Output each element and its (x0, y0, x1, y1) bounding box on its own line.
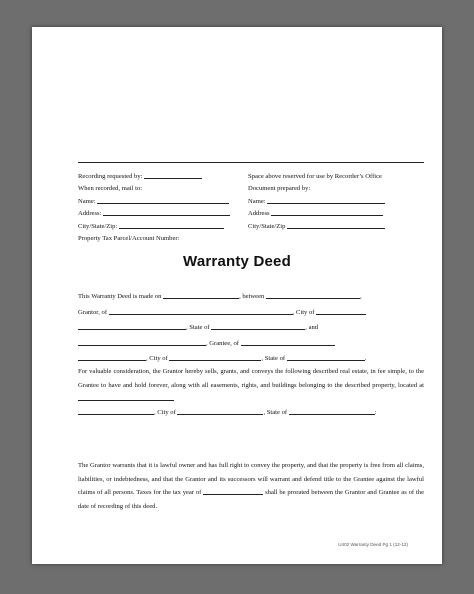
grantor-state-field[interactable] (211, 322, 305, 330)
recording-info-left (78, 171, 240, 245)
grantee-row (78, 336, 424, 352)
and-text: , and (305, 324, 319, 332)
property-city-field[interactable] (177, 407, 263, 415)
warranty-paragraph (78, 459, 424, 513)
line1-comma: , (359, 293, 362, 300)
grantor-address-field[interactable] (109, 307, 293, 315)
grantee-state-label: , State of (261, 355, 286, 363)
consideration-paragraph (78, 365, 424, 419)
reserved-note: Space above reserved for use by Recorder’s Office (248, 173, 382, 180)
reserved-note-row (248, 171, 424, 183)
grantee-period: . (364, 355, 367, 363)
prep-address-row (248, 208, 424, 220)
prep-city-row (248, 221, 424, 233)
form-footer: U402 Warranty Deed Pg 1 (12-12) (338, 542, 408, 547)
prepared-by-row (248, 183, 424, 195)
recording-info-right (248, 171, 424, 233)
mail-to-row (78, 183, 240, 195)
warranty-text: The Grantor warrants that it is lawful owner and has full right to convey the property, and that the property is free from all claims, liabilities, or indebtedness, and that the Grantor and its successors will warrant and defend title to the Grantee against the lawful claims of all persons. Taxes for the tax year of (78, 462, 424, 497)
property-state-field[interactable] (289, 407, 375, 415)
mail-name-row (78, 196, 240, 208)
between-text: , between (239, 293, 265, 300)
grantee-address-field[interactable] (241, 338, 335, 346)
consideration-text: For valuable consideration, the Grantor hereby sells, grants, and conveys the following described real estate, in fee simple, to the Grantee to have and hold forever, along with all easements, rights, and buildings belonging to the described property, located at (78, 368, 424, 389)
mail-to-label: When recorded, mail to: (78, 185, 143, 193)
grantee-name-field[interactable] (78, 338, 206, 346)
prep-city-field[interactable] (287, 221, 385, 229)
document-title: Warranty Deed (183, 253, 291, 270)
recording-requested-label: Recording requested by: (78, 173, 143, 180)
grantee-city-field[interactable] (169, 353, 261, 361)
property-colon: : (374, 408, 377, 416)
grantee-state-field[interactable] (287, 353, 365, 361)
parcel-row (78, 233, 240, 245)
grantee-of-label: , Grantee, of (206, 339, 239, 347)
prep-city-label: City/State/Zip (248, 222, 286, 230)
document-page (32, 27, 442, 564)
grantor-of-label: Grantor, of (78, 308, 108, 316)
property-address2-field[interactable] (78, 407, 154, 415)
grantee-address2-field[interactable] (78, 353, 146, 361)
mail-city-row (78, 221, 240, 233)
parcel-label: Property Tax Parcel/Account Number: (78, 235, 180, 243)
recording-requested-field[interactable] (144, 171, 202, 179)
mail-name-field[interactable] (97, 196, 229, 204)
grantor-row (78, 305, 424, 321)
deed-date-field[interactable] (163, 291, 239, 299)
mail-name-label: Name: (78, 197, 96, 205)
grantor-city-label: , City of (292, 308, 315, 316)
recording-requested-row (78, 171, 240, 183)
grantor-state-label: , State of (186, 324, 210, 332)
grantor-state-row (78, 320, 424, 336)
property-address-field[interactable] (78, 393, 174, 401)
deed-date-row (78, 289, 424, 305)
mail-address-field[interactable] (103, 208, 230, 216)
prep-address-label: Address (248, 210, 270, 218)
parties-section (78, 289, 424, 367)
prep-name-field[interactable] (267, 196, 385, 204)
grantor-city-field[interactable] (316, 307, 366, 315)
warranty-text-end: shall be prorated between the Grantor and Grantee as of the date of recording of this deed. (78, 489, 425, 510)
property-state-label: , State of (263, 408, 288, 416)
mail-address-label: Address: (78, 210, 102, 218)
property-city-label: , City of (154, 408, 176, 416)
prep-name-row (248, 196, 424, 208)
mail-city-label: City/State/Zip: (78, 222, 118, 230)
tax-year-field[interactable] (203, 487, 263, 495)
mail-city-field[interactable] (119, 221, 224, 229)
deed-date-text: This Warranty Deed is made on (78, 293, 162, 300)
prep-name-label: Name: (248, 197, 266, 205)
prep-address-field[interactable] (271, 208, 383, 216)
grantee-city-label: , City of (146, 355, 168, 363)
header-divider (78, 162, 424, 163)
grantor-county-field[interactable] (78, 322, 186, 330)
grantor-name-field[interactable] (266, 291, 360, 299)
prepared-by-label: Document prepared by: (248, 185, 311, 193)
mail-address-row (78, 208, 240, 220)
